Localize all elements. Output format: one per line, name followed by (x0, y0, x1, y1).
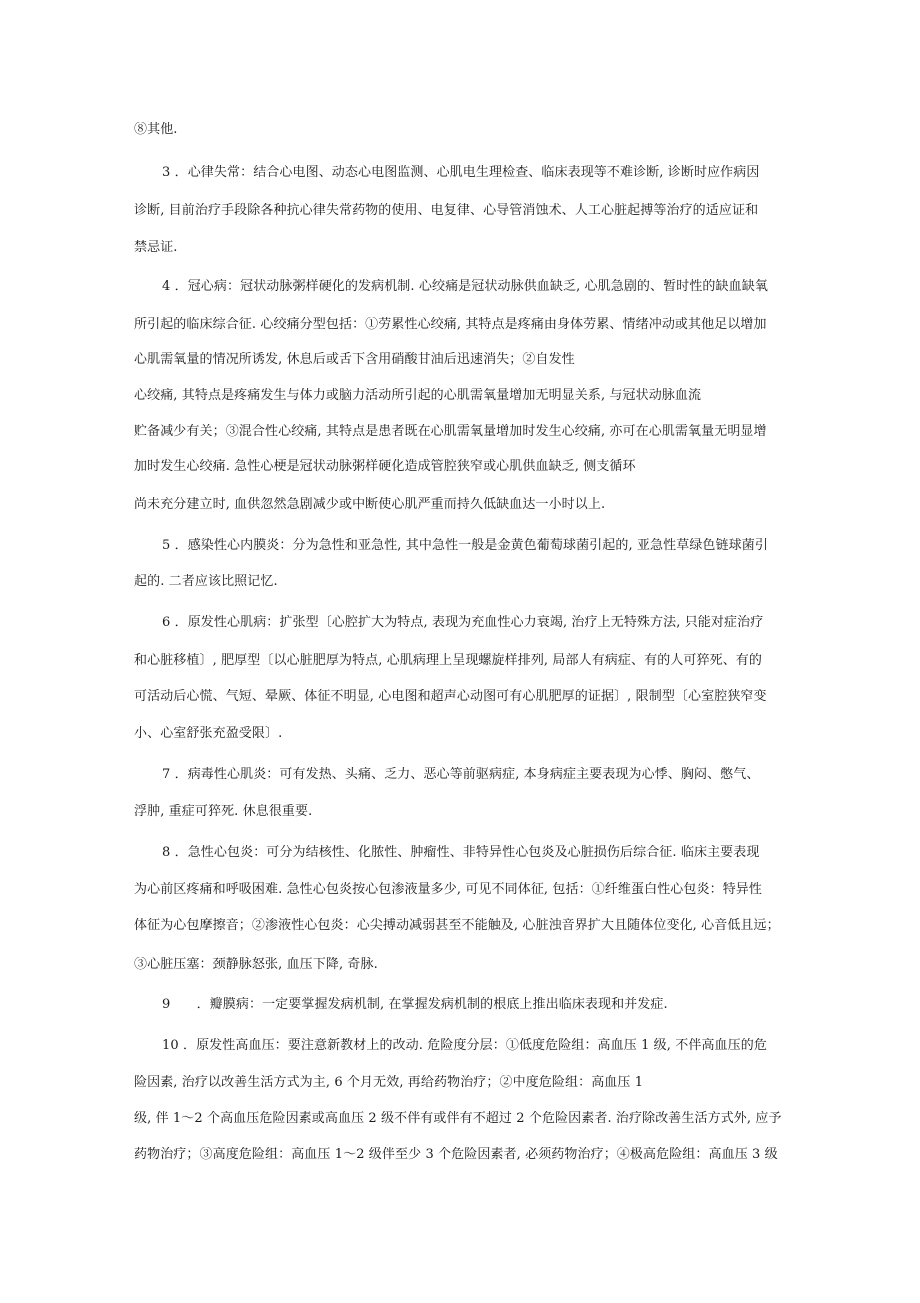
text-line: ⑧其他. (134, 122, 178, 137)
text-line: 级, 伴 1～2 个高血压危险因素或高血压 2 级不伴有或伴有不超过 2 个危险因素者. 治疗除改善生活方式外, 应予 (134, 1111, 782, 1126)
text-line: 心肌需氧量的情况所诱发, 休息后或舌下含用硝酸甘油后迅速消失；②自发性 (134, 352, 575, 367)
text-line: 为心前区疼痛和呼吸困难. 急性心包炎按心包渗液量多少, 可见不同体征, 包括：①纤维蛋白性心包炎：特异性 (134, 882, 762, 897)
paragraph-4-line: 4 ．冠心病：冠状动脉粥样硬化的发病机制. 心绞痛是冠状动脉供血缺乏, 心肌急剧的、暂时性的缺血缺氧 (162, 279, 768, 294)
text-line: 贮备减少有关；③混合性心绞痛, 其特点是患者既在心肌需氧量增加时发生心绞痛, 亦可在心肌需氧量无明显增 (134, 424, 767, 439)
paragraph-7-line: 7 ．病毒性心肌炎：可有发热、头痛、乏力、恶心等前驱病症, 本身病症主要表现为心悸、胸闷、憋气、 (162, 767, 760, 782)
paragraph-5-line: 5 ．感染性心内膜炎：分为急性和亚急性, 其中急性一般是金黄色葡萄球菌引起的, 亚急性草绿色链球菌引 (162, 538, 768, 553)
text-line: 浮肿, 重症可猝死. 休息很重要. (134, 804, 313, 819)
text-line: 药物治疗；③高度危险组：高血压 1～2 级伴至少 3 个危险因素者, 必须药物治疗；④极高危险组：高血压 3 级 (134, 1147, 778, 1162)
text-line: 可活动后心慌、气短、晕厥、体征不明显, 心电图和超声心动图可有心肌肥厚的证据〕, 限制型〔心室腔狭窄变 (134, 689, 767, 704)
text-line: 禁忌证. (134, 240, 178, 255)
text-line: 所引起的临床综合征. 心绞痛分型包括：①劳累性心绞痛, 其特点是疼痛由身体劳累、情绪冲动或其他足以增加 (134, 317, 767, 332)
text-line: ③心脏压塞：颈静脉怒张, 血压下降, 奇脉. (134, 957, 378, 972)
text-line: 尚未充分建立时, 血供忽然急剧减少或中断使心肌严重而持久低缺血达一小时以上. (134, 497, 606, 512)
paragraph-9-line: 9 ．瓣膜病：一定要掌握发病机制, 在掌握发病机制的根底上推出临床表现和并发症. (162, 997, 668, 1012)
text-line: 加时发生心绞痛. 急性心梗是冠状动脉粥样硬化造成管腔狭窄或心肌供血缺乏, 侧支循环 (134, 459, 636, 474)
text-line: 体征为心包摩擦音；②渗液性心包炎：心尖搏动减弱甚至不能触及, 心脏浊音界扩大且随体位变化, 心音低且远； (134, 918, 780, 933)
text-line: 和心脏移植〕, 肥厚型〔以心脏肥厚为特点, 心肌病理上呈现螺旋样排列, 局部人有病症、有的人可猝死、有的 (134, 653, 762, 668)
paragraph-3-line: 3 ．心律失常：结合心电图、动态心电图监测、心肌电生理检查、临床表现等不难诊断, 诊断时应作病因 (162, 165, 760, 180)
text-line: 诊断, 目前治疗手段除各种抗心律失常药物的使用、电复律、心导管消蚀术、人工心脏起搏等治疗的适应证和 (134, 203, 759, 218)
text-line: 心绞痛, 其特点是疼痛发生与体力或脑力活动所引起的心肌需氧量增加无明显关系, 与冠状动脉血流 (134, 388, 702, 403)
paragraph-6-line: 6 ．原发性心肌病：扩张型〔心腔扩大为特点, 表现为充血性心力衰竭, 治疗上无特殊方法, 只能对症治疗 (162, 615, 764, 630)
text-line: 小、心室舒张充盈受限〕. (134, 726, 283, 741)
text-line: 起的. 二者应该比照记忆. (134, 574, 278, 589)
text-line: 险因素, 治疗以改善生活方式为主, 6 个月无效, 再给药物治疗；②中度危险组：高血压 1 (134, 1075, 644, 1090)
paragraph-10-line: 10 ．原发性高血压：要注意新教材上的改动. 危险度分层：①低度危险组：高血压 1 级, 不伴高血压的危 (162, 1038, 767, 1053)
paragraph-8-line: 8 ．急性心包炎：可分为结核性、化脓性、肿瘤性、非特异性心包炎及心脏损伤后综合征. 临床主要表现 (162, 845, 760, 860)
